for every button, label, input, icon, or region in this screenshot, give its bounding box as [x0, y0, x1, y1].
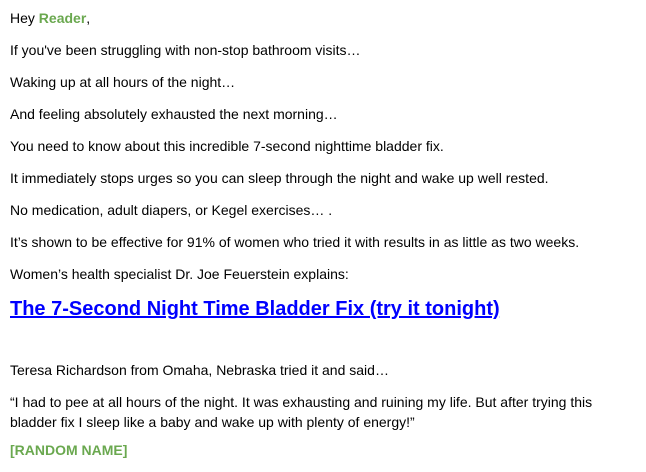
testimonial-quote: “I had to pee at all hours of the night. It was exhausting and ruining my life. But after trying this bladder fix I sleep like a baby and wake up with plenty of energy!”: [10, 394, 593, 430]
paragraph-waking-up: Waking up at all hours of the night…: [10, 74, 236, 90]
paragraph-stops-urges: It immediately stops urges so you can sleep through the night and wake up well rested.: [10, 170, 549, 186]
bladder-fix-link[interactable]: The 7-Second Night Time Bladder Fix (try it tonight): [10, 298, 500, 320]
greeting-line: [10, 8, 636, 28]
testimonial-intro: Teresa Richardson from Omaha, Nebraska tried it and said…: [10, 362, 389, 378]
paragraph-bathroom-visits: If you've been struggling with non-stop bathroom visits…: [10, 42, 361, 58]
greeting-prefix: Hey: [10, 10, 39, 26]
signature-placeholder: [RANDOM NAME]: [10, 442, 128, 458]
paragraph-exhausted: And feeling absolutely exhausted the next morning…: [10, 106, 338, 122]
headline-line: [10, 296, 636, 324]
paragraph-specialist-intro: Women’s health specialist Dr. Joe Feuerstein explains:: [10, 266, 349, 282]
greeting-name-token: Reader: [38, 10, 87, 26]
paragraph-no-medication: No medication, adult diapers, or Kegel exercises… .: [10, 202, 333, 218]
greeting-suffix: ,: [86, 10, 91, 26]
paragraph-effectiveness-stat: It’s shown to be effective for 91% of women who tried it with results in as little as two weeks.: [10, 234, 580, 250]
paragraph-need-to-know: You need to know about this incredible 7-second nighttime bladder fix.: [10, 138, 444, 154]
